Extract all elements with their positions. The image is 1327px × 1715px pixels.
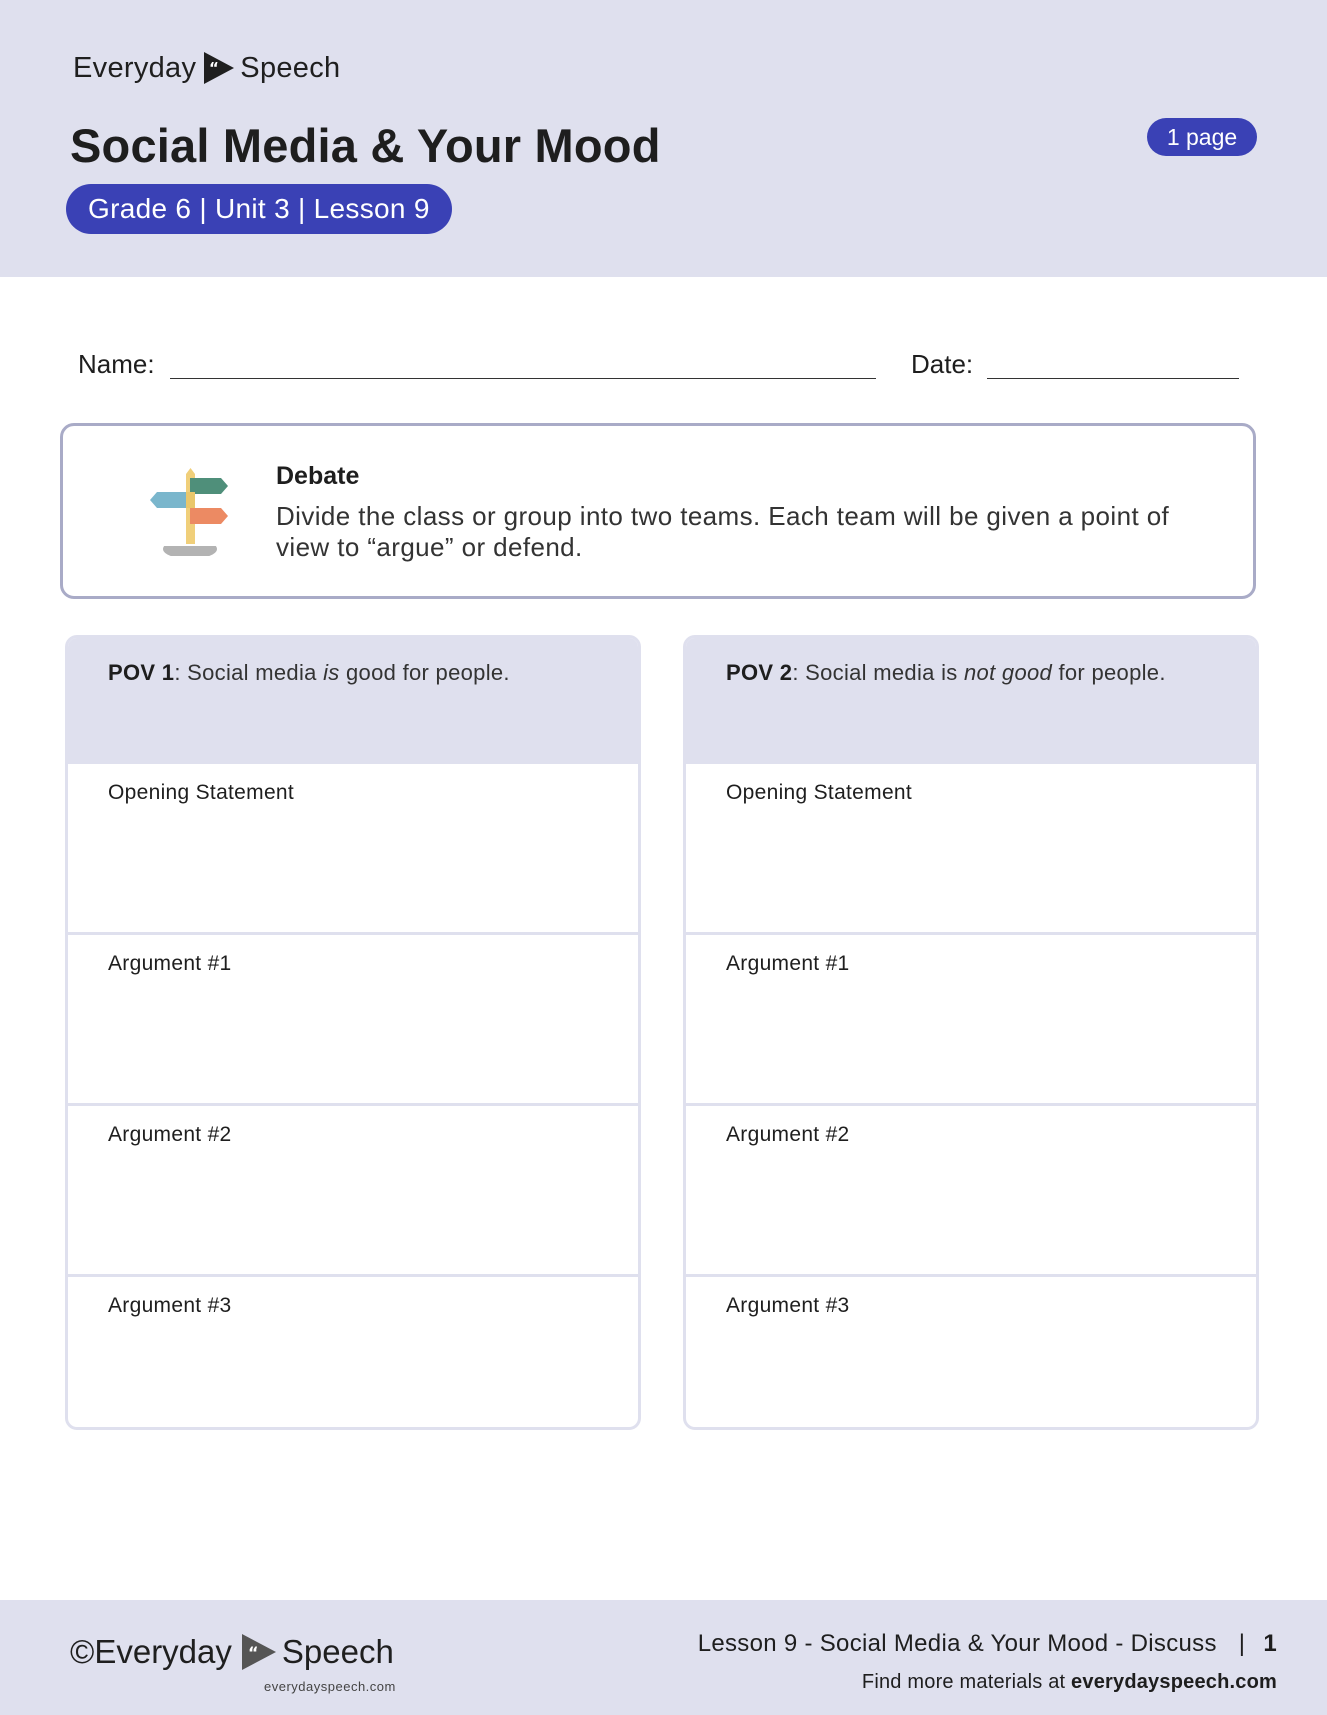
footer-brand-left: Everyday <box>94 1633 232 1670</box>
pov2-row-label: Opening Statement <box>726 781 913 804</box>
pov1-emphasis: is <box>323 660 340 685</box>
pov1-row-label: Argument #2 <box>108 1123 232 1146</box>
pov1-column <box>65 635 641 1430</box>
pov1-opening-statement[interactable] <box>68 761 638 932</box>
debate-instructions-box <box>60 423 1256 599</box>
pov2-column <box>683 635 1259 1430</box>
page-count-badge: 1 page <box>1147 118 1257 156</box>
footer-lesson-info <box>698 1630 1277 1658</box>
pov2-row-label: Argument #3 <box>726 1294 850 1317</box>
pov2-argument-1[interactable] <box>686 932 1256 1103</box>
brand-left-text: Everyday <box>73 51 197 84</box>
pov1-label: POV 1 <box>108 660 175 685</box>
pov1-text-before: : Social media <box>174 660 324 685</box>
pov1-header <box>68 638 638 761</box>
name-date-row <box>78 345 1240 381</box>
debate-title: Debate <box>276 462 360 490</box>
pov2-row-label: Argument #2 <box>726 1123 850 1146</box>
speech-play-icon <box>202 50 236 86</box>
pov1-text-after: good for people. <box>339 660 510 685</box>
footer-separator: | <box>1238 1630 1246 1657</box>
brand-logo <box>73 50 340 86</box>
debate-text: Divide the class or group into two teams. Each team will be given a point of view to “argue” or defend. <box>276 501 1170 562</box>
pov2-opening-statement[interactable] <box>686 761 1256 932</box>
header-band <box>0 0 1327 277</box>
pov1-argument-1[interactable] <box>68 932 638 1103</box>
date-field[interactable] <box>987 378 1239 379</box>
footer-more-link[interactable]: everydayspeech.com <box>1071 1671 1277 1693</box>
page-title: Social Media & Your Mood <box>70 119 661 172</box>
pov2-label: POV 2 <box>726 660 793 685</box>
footer-more-prefix: Find more materials at <box>861 1671 1072 1693</box>
footer-brand-logo <box>70 1632 394 1672</box>
footer-url[interactable]: everydayspeech.com <box>264 1679 396 1694</box>
name-field[interactable] <box>170 378 876 379</box>
footer-lesson-title: Lesson 9 - Social Media & Your Mood - Discuss <box>697 1630 1217 1657</box>
pov2-text-before: : Social media is <box>792 660 965 685</box>
svg-text:“: “ <box>209 59 220 77</box>
date-label: Date: <box>911 349 974 379</box>
pov1-row-label: Argument #3 <box>108 1294 232 1317</box>
pov2-argument-2[interactable] <box>686 1103 1256 1274</box>
footer-band <box>0 1600 1327 1715</box>
pov1-row-label: Opening Statement <box>108 781 295 804</box>
pov2-text-after: for people. <box>1052 660 1166 685</box>
pov2-header <box>686 638 1256 761</box>
pov1-row-label: Argument #1 <box>108 952 232 975</box>
page-number: 1 <box>1263 1630 1277 1657</box>
pov2-argument-3[interactable] <box>686 1274 1256 1430</box>
name-label: Name: <box>78 349 155 379</box>
copyright-symbol: © <box>70 1633 95 1670</box>
svg-text:“: “ <box>247 1643 259 1662</box>
speech-play-icon <box>240 1632 278 1672</box>
pov1-argument-3[interactable] <box>68 1274 638 1430</box>
pov2-emphasis: not good <box>964 660 1053 685</box>
footer-more-materials <box>862 1671 1277 1694</box>
pov2-row-label: Argument #1 <box>726 952 850 975</box>
brand-right-text: Speech <box>240 51 341 84</box>
lesson-pill: Grade 6 | Unit 3 | Lesson 9 <box>66 184 452 234</box>
pov1-argument-2[interactable] <box>68 1103 638 1274</box>
footer-brand-right: Speech <box>281 1633 394 1670</box>
signpost-icon <box>145 466 235 556</box>
